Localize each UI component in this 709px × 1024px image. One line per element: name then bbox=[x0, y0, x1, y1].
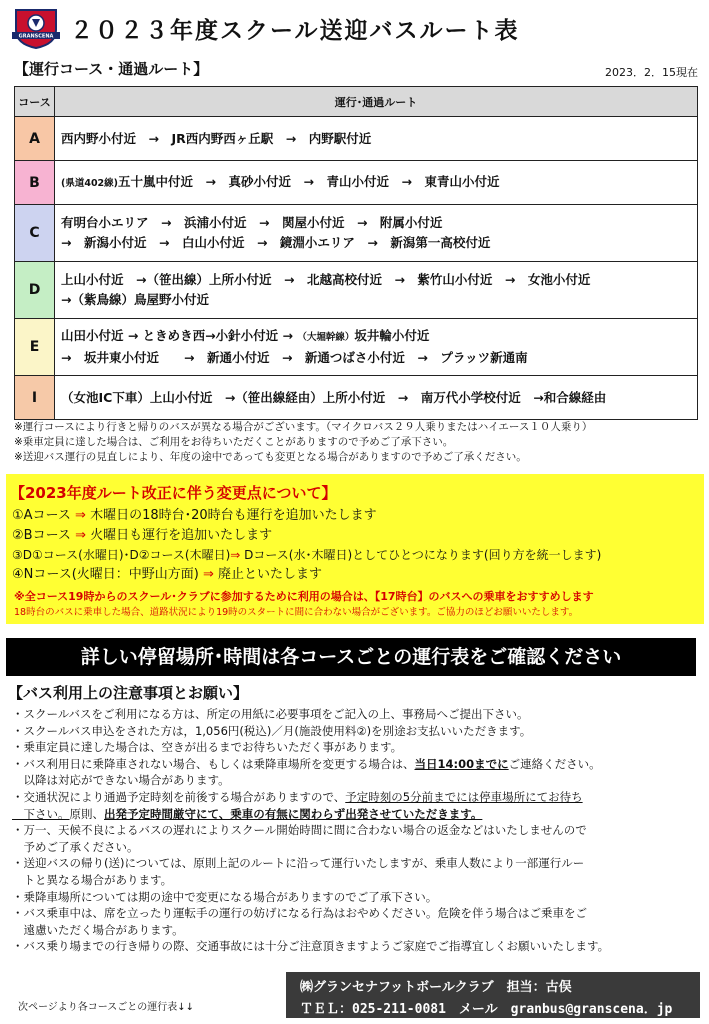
note-emphasis: 当日14:00までに bbox=[414, 756, 509, 771]
note-item: 以降は対応ができない場合があります。 bbox=[12, 773, 230, 788]
note-item bbox=[12, 806, 702, 823]
route-d-line1: 上山小付近 →（笹出線）上所小付近 → 北越高校付近 → 紫竹山小付近 → 女池小付近 bbox=[61, 272, 591, 287]
note-item: ・送迎バスの帰り(送)については、原則上記のルートに沿って運行いたしますが、乗車人数により一部運行ルー bbox=[12, 856, 585, 871]
note-item: 遠慮いただく場合があります。 bbox=[12, 922, 184, 937]
note-item: ・スクールバス申込をされた方は，1,056円(税込)／月(施設使用料②)を別途お支払いいただきます。 bbox=[12, 723, 532, 738]
change-item-n bbox=[12, 565, 322, 585]
note-part: ご連絡ください。 bbox=[508, 756, 601, 771]
route-d-line2: →（紫鳥線）鳥屋野小付近 bbox=[61, 292, 209, 307]
course-i-cell: I bbox=[15, 376, 55, 420]
date-stamp: 2023．2．15現在 bbox=[605, 66, 698, 79]
change-before: ①Aコース bbox=[12, 508, 71, 523]
route-b-cell bbox=[55, 161, 698, 205]
route-d-cell bbox=[55, 262, 698, 319]
contact-box bbox=[286, 972, 700, 1018]
route-table bbox=[14, 86, 698, 420]
route-b-prefix: (県道402線) bbox=[61, 177, 119, 189]
page-title: ２０２３年度スクール送迎バスルート表 bbox=[70, 18, 520, 44]
change-before: ④Nコース(火曜日：中野山方面) bbox=[12, 567, 199, 582]
warning-subtext: 18時台のバスに乗車した場合、道路状況により19時のスタートに間に合わない場合がございます。ご協力のほどお願いいたします。 bbox=[14, 607, 579, 618]
note-item: ・バス乗車中は、席を立ったり運転手の運行の妨げになる行為はおやめください。危険を伴う場合はご乗車をご bbox=[12, 906, 587, 921]
note-item: ・スクールバスをご利用になる方は、所定の用紙に必要事項をご記入の上、事務局へご提出下さい。 bbox=[12, 707, 529, 721]
route-c-cell bbox=[55, 205, 698, 262]
change-after: 火曜日も運行を追加いたします bbox=[90, 528, 273, 543]
change-item-a bbox=[12, 506, 377, 526]
route-a-cell bbox=[55, 117, 698, 161]
note-item: 予めご了承ください。 bbox=[12, 839, 139, 854]
note-item: トと異なる場合があります。 bbox=[12, 872, 173, 887]
note-item: ・乗降車場所については期の途中で変更になる場合がありますのでご了承下さい。 bbox=[12, 889, 438, 904]
table-row bbox=[15, 205, 698, 262]
table-header-row bbox=[15, 87, 698, 117]
route-b-line1: 五十嵐中付近 → 真砂小付近 → 青山小付近 → 東青山小付近 bbox=[118, 173, 500, 189]
confirm-banner: 詳しい停留場所･時間は各コースごとの運行表をご確認ください bbox=[6, 638, 696, 676]
change-item-d bbox=[12, 545, 601, 565]
header-route: 運行･通過ルート bbox=[55, 87, 698, 117]
section-route-label: 【運行コース・通過ルート】 bbox=[14, 60, 209, 78]
header-course: コース bbox=[15, 87, 55, 117]
note-item: ・万一、天候不良によるバスの遅れによりスクール開始時間に間に合わない場合の返金などはいたしませんので bbox=[12, 823, 587, 838]
route-c-line2: → 新潟小付近 → 白山小付近 → 鏡淵小エリア → 新潟第一高校付近 bbox=[61, 235, 491, 250]
table-row bbox=[15, 319, 698, 376]
change-arrow: ⇒ bbox=[230, 548, 245, 562]
note-emphasis: 下さい。 bbox=[12, 806, 70, 821]
note-part: 原則、 bbox=[69, 806, 104, 821]
change-after: 廃止といたします bbox=[218, 567, 323, 582]
change-arrow: ⇒ bbox=[70, 508, 91, 523]
note-item bbox=[12, 756, 702, 773]
contact-tel-email: ＴＥＬ：025-211-0081 メール granbus@granscena．jp bbox=[300, 1002, 673, 1017]
route-notes bbox=[14, 420, 704, 465]
route-e-line1a: 山田小付近 → ときめき西→小針小付近 → bbox=[61, 328, 298, 343]
note-part: ・バス利用日に乗降車されない場合、もしくは乗降車場所を変更する場合は、 bbox=[12, 756, 415, 771]
changes-title: 【2023年度ルート改正に伴う変更点について】 bbox=[10, 484, 337, 502]
table-row bbox=[15, 376, 698, 420]
route-i-line1: （女池IC下車）上山小付近 →（笹出線経由）上所小付近 → 南万代小学校付近 →和合線経由 bbox=[61, 389, 607, 405]
change-after: Dコース(水･木曜日)としてひとつになります(回り方を統一します) bbox=[244, 548, 602, 562]
warning-text: ※全コース19時からのスクール･クラブに参加するために利用の場合は、【17時台】のバスへの乗車をおすすめします bbox=[14, 590, 594, 603]
note-item: ※送迎バス運行の見直しにより、年度の途中であっても変更となる場合がありますので予めご了承ください。 bbox=[14, 451, 527, 463]
change-before: ③D①コース(水曜日)･D②コース(木曜日) bbox=[12, 548, 231, 562]
route-e-prefix: （大堀幹線） bbox=[297, 332, 355, 343]
course-e-cell: E bbox=[15, 319, 55, 376]
note-item: ※乗車定員に達した場合は、ご利用をお待ちいただくことがありますので予めご了承下さい。 bbox=[14, 436, 454, 448]
contact-company: ㈱グランセナフットボールクラブ 担当：古俣 bbox=[300, 980, 572, 995]
table-row bbox=[15, 117, 698, 161]
table-row bbox=[15, 161, 698, 205]
logo-text: GRANSCENA bbox=[18, 33, 54, 40]
note-emphasis: 出発予定時間厳守にて、乗車の有無に関わらず出発させていただきます。 bbox=[104, 806, 483, 821]
note-item: ・バス乗り場までの行き帰りの際、交通事故には十分ご注意頂きますようご家庭でご指導宜しくお願いいたします。 bbox=[12, 939, 610, 954]
route-e-line2: → 坂井東小付近 → 新通小付近 → 新通つばさ小付近 → プラッツ新通南 bbox=[61, 350, 528, 365]
change-arrow: ⇒ bbox=[70, 528, 91, 543]
next-page-note: 次ページより各コースごとの運行表↓↓ bbox=[18, 1002, 195, 1013]
course-d-cell: D bbox=[15, 262, 55, 319]
course-c-cell: C bbox=[15, 205, 55, 262]
course-b-cell: B bbox=[15, 161, 55, 205]
change-item-b bbox=[12, 526, 272, 546]
course-a-cell: A bbox=[15, 117, 55, 161]
section-notice-label: 【バス利用上の注意事項とお願い】 bbox=[8, 684, 249, 702]
route-e-line1b: 坂井輪小付近 bbox=[354, 328, 430, 343]
note-emphasis: 予定時刻の5分前までには停車場所にてお待ち bbox=[345, 789, 583, 804]
route-e-cell bbox=[55, 319, 698, 376]
change-arrow: ⇒ bbox=[198, 567, 219, 582]
route-a-line1: 西内野小付近 → JR西内野西ヶ丘駅 → 内野駅付近 bbox=[61, 130, 372, 146]
note-item: ※運行コースにより行きと帰りのバスが異なる場合がございます。（マイクロバス２９人乗りまたはハイエース１０人乗り） bbox=[14, 421, 593, 433]
club-logo bbox=[10, 6, 62, 50]
note-item: ・乗車定員に達した場合は、空きが出るまでお待ちいただく事があります。 bbox=[12, 740, 403, 755]
change-before: ②Bコース bbox=[12, 528, 71, 543]
table-row bbox=[15, 262, 698, 319]
change-after: 木曜日の18時台･20時台も運行を追加いたします bbox=[90, 508, 377, 523]
usage-notes bbox=[12, 706, 702, 955]
route-c-line1: 有明台小エリア → 浜浦小付近 → 関屋小付近 → 附属小付近 bbox=[61, 215, 443, 230]
route-i-cell bbox=[55, 376, 698, 420]
note-part: ・交通状況により通過予定時刻を前後する場合がありますので、 bbox=[12, 789, 346, 804]
note-item bbox=[12, 789, 702, 806]
